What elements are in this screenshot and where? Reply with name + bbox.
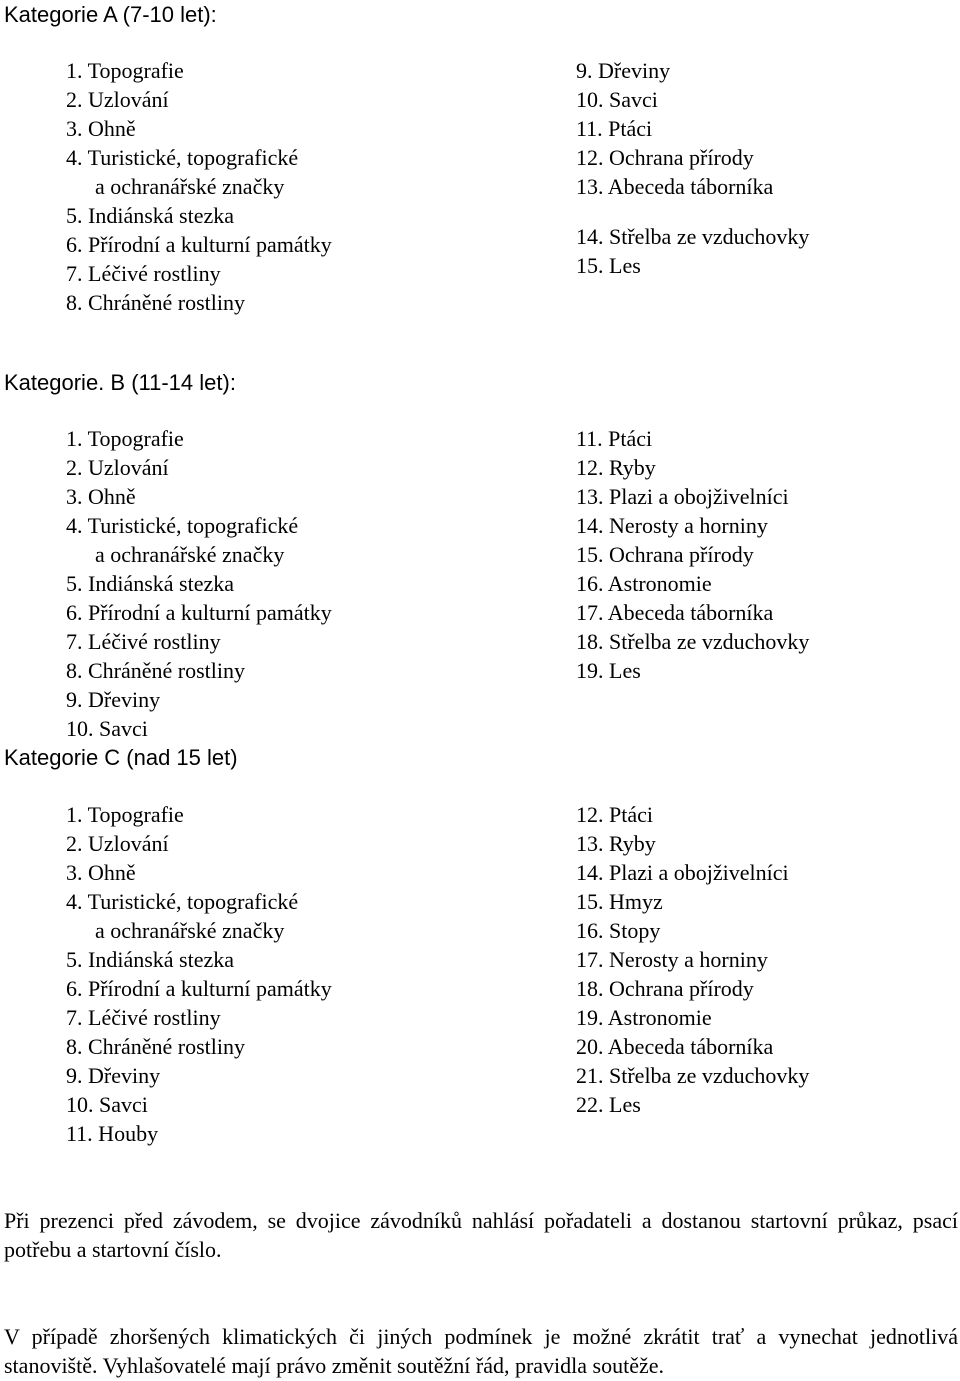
list-item: 21. Střelba ze vzduchovky xyxy=(576,1063,810,1088)
list-item: 16. Astronomie xyxy=(576,571,712,596)
list-item: 5. Indiánská stezka xyxy=(66,203,234,228)
list-item: 13. Plazi a obojživelníci xyxy=(576,484,789,509)
list-item: 15. Les xyxy=(576,253,641,278)
list-item: 2. Uzlování xyxy=(66,455,169,480)
list-item: 8. Chráněné rostliny xyxy=(66,290,246,315)
list-item: 11. Ptáci xyxy=(576,426,653,451)
list-item: 15. Hmyz xyxy=(576,889,663,914)
list-item: 20. Abeceda táborníka xyxy=(576,1034,774,1059)
list-item: a ochranářské značky xyxy=(95,174,285,199)
list-item: 1. Topografie xyxy=(66,58,184,83)
list-item: 5. Indiánská stezka xyxy=(66,571,234,596)
weather-paragraph: V případě zhoršených klimatických či jiných podmínek je možné zkrátit trať a vynechat jednotlivá stanoviště. Vyhlašovatelé mají právo změnit soutěžní řád, pravidla soutěže. xyxy=(4,1324,958,1378)
category-c-list-left xyxy=(66,800,332,1148)
list-item: 17. Abeceda táborníka xyxy=(576,600,774,625)
list-item: 3. Ohně xyxy=(66,860,136,885)
list-item: 22. Les xyxy=(576,1092,641,1117)
list-item: 8. Chráněné rostliny xyxy=(66,1034,246,1059)
list-item: 12. Ryby xyxy=(576,455,656,480)
registration-paragraph: Při prezenci před závodem, se dvojice závodníků nahlásí pořadateli a dostanou startovní průkaz, psací potřebu a startovní číslo. xyxy=(4,1208,958,1262)
list-item: 12. Ochrana přírody xyxy=(576,145,754,170)
list-item: 7. Léčivé rostliny xyxy=(66,1005,221,1030)
category-a-list-right-2 xyxy=(576,222,809,280)
list-item: 2. Uzlování xyxy=(66,87,169,112)
list-item: 6. Přírodní a kulturní památky xyxy=(66,600,332,625)
list-item: 14. Nerosty a horniny xyxy=(576,513,768,538)
category-b-list-right xyxy=(576,424,809,685)
list-item: 16. Stopy xyxy=(576,918,661,943)
list-item: 12. Ptáci xyxy=(576,802,653,827)
list-item: a ochranářské značky xyxy=(95,542,285,567)
list-item: 4. Turistické, topografické xyxy=(66,513,299,538)
category-a-list-right-1 xyxy=(576,56,773,201)
list-item: 7. Léčivé rostliny xyxy=(66,261,221,286)
list-item: 18. Střelba ze vzduchovky xyxy=(576,629,810,654)
category-c-list-right xyxy=(576,800,809,1119)
list-item: 1. Topografie xyxy=(66,802,184,827)
category-c-heading: Kategorie C (nad 15 let) xyxy=(4,745,238,770)
list-item: 6. Přírodní a kulturní památky xyxy=(66,976,332,1001)
list-item: 9. Dřeviny xyxy=(576,58,671,83)
category-b-list-left xyxy=(66,424,332,743)
list-item: 15. Ochrana přírody xyxy=(576,542,754,567)
list-item: 10. Savci xyxy=(576,87,658,112)
list-item: 4. Turistické, topografické xyxy=(66,145,299,170)
list-item: 3. Ohně xyxy=(66,116,136,141)
list-item: 9. Dřeviny xyxy=(66,687,161,712)
category-a-list-left xyxy=(66,56,332,317)
list-item: 7. Léčivé rostliny xyxy=(66,629,221,654)
list-item: 14. Střelba ze vzduchovky xyxy=(576,224,810,249)
list-item: 14. Plazi a obojživelníci xyxy=(576,860,789,885)
category-b-heading: Kategorie. B (11-14 let): xyxy=(4,370,236,395)
list-item: 13. Ryby xyxy=(576,831,656,856)
list-item: 11. Ptáci xyxy=(576,116,653,141)
list-item: 10. Savci xyxy=(66,716,148,741)
list-item: 9. Dřeviny xyxy=(66,1063,161,1088)
list-item: 19. Astronomie xyxy=(576,1005,712,1030)
list-item: 5. Indiánská stezka xyxy=(66,947,234,972)
list-item: 17. Nerosty a horniny xyxy=(576,947,768,972)
list-item: 13. Abeceda táborníka xyxy=(576,174,774,199)
list-item: 4. Turistické, topografické xyxy=(66,889,299,914)
list-item: 1. Topografie xyxy=(66,426,184,451)
list-item: 2. Uzlování xyxy=(66,831,169,856)
category-a-heading: Kategorie A (7-10 let): xyxy=(4,2,217,27)
list-item: 8. Chráněné rostliny xyxy=(66,658,246,683)
list-item: 18. Ochrana přírody xyxy=(576,976,754,1001)
list-item: 10. Savci xyxy=(66,1092,148,1117)
list-item: 19. Les xyxy=(576,658,641,683)
list-item: 3. Ohně xyxy=(66,484,136,509)
list-item: 11. Houby xyxy=(66,1121,159,1146)
list-item: a ochranářské značky xyxy=(95,918,285,943)
list-item: 6. Přírodní a kulturní památky xyxy=(66,232,332,257)
